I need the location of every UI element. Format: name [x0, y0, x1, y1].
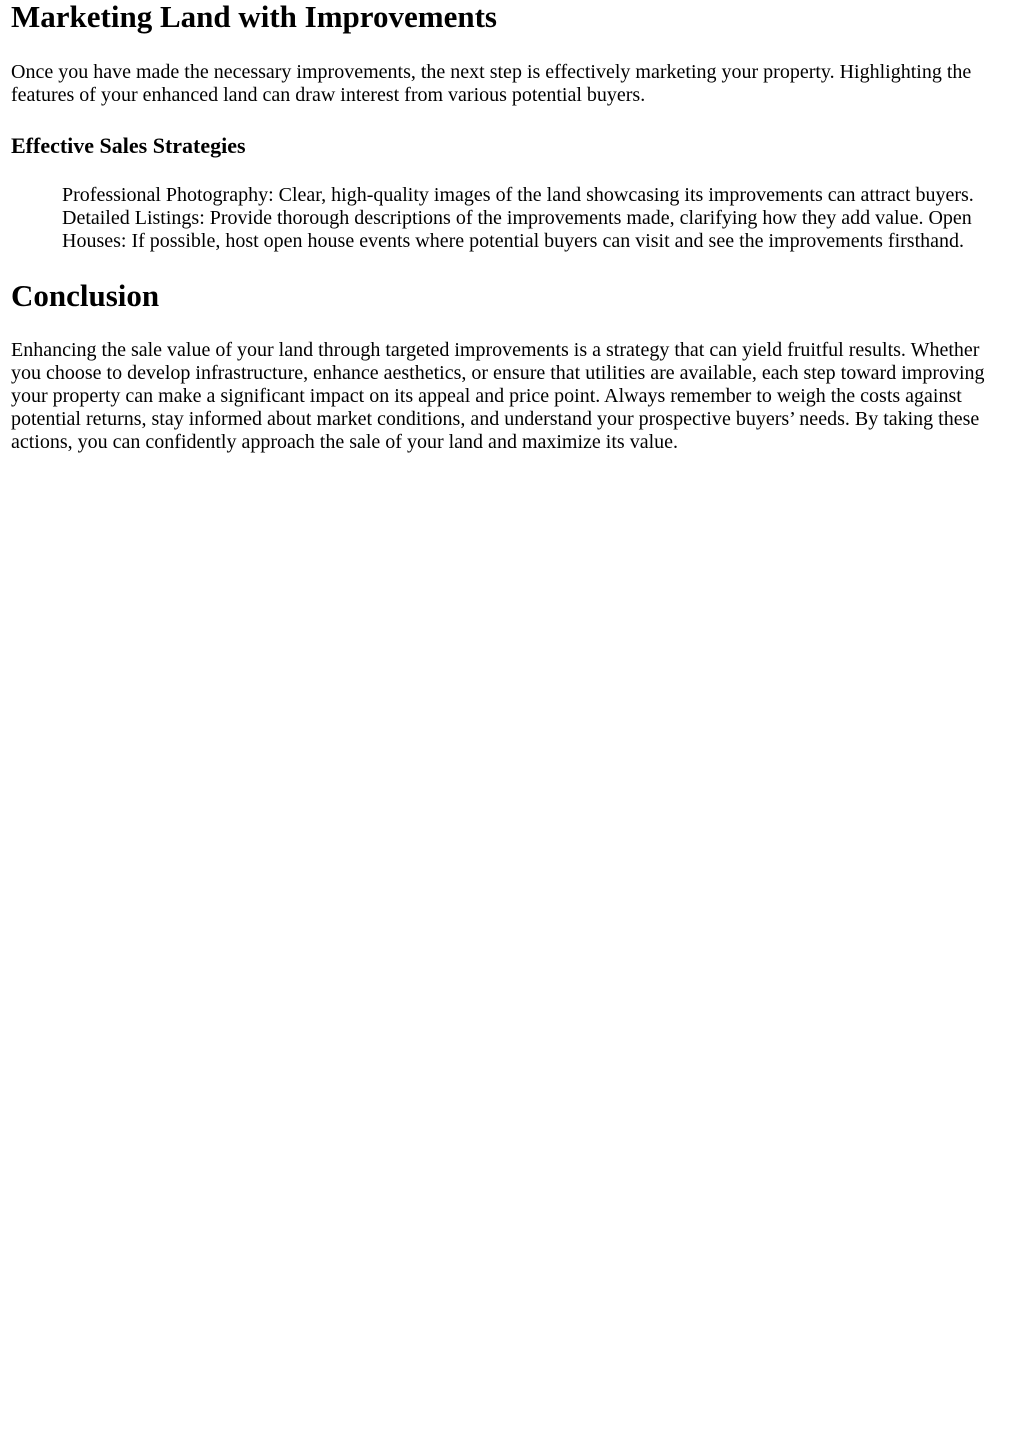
section-title-marketing: Marketing Land with Improvements — [11, 0, 497, 34]
strategies-list-text: Professional Photography: Clear, high-quality images of the land showcasing its improvements can attract buyers. Detailed Listings: Provide thorough descriptions of the improvements made, clarifying how they add value. Open Houses: If possible, host open house events where potential buyers can visit and see the improvements firsthand. — [62, 184, 974, 252]
conclusion-paragraph: Enhancing the sale value of your land through targeted improvements is a strategy that can yield fruitful results. Whether you choose to develop infrastructure, enhance aesthetics, or ensure that utilities are available, each step toward improving your property can make a significant impact on its appeal and price point. Always remember to weigh the costs against potential returns, stay informed about market conditions, and understand your prospective buyers’ needs. By taking these actions, you can confidently approach the sale of your land and maximize its value. — [11, 339, 985, 453]
marketing-intro-paragraph: Once you have made the necessary improvements, the next step is effectively marketing your property. Highlighting the features of your enhanced land can draw interest from various potential buyers. — [11, 61, 972, 106]
subsection-title-strategies: Effective Sales Strategies — [11, 133, 246, 158]
article — [0, 0, 1024, 454]
section-title-conclusion: Conclusion — [11, 278, 160, 313]
